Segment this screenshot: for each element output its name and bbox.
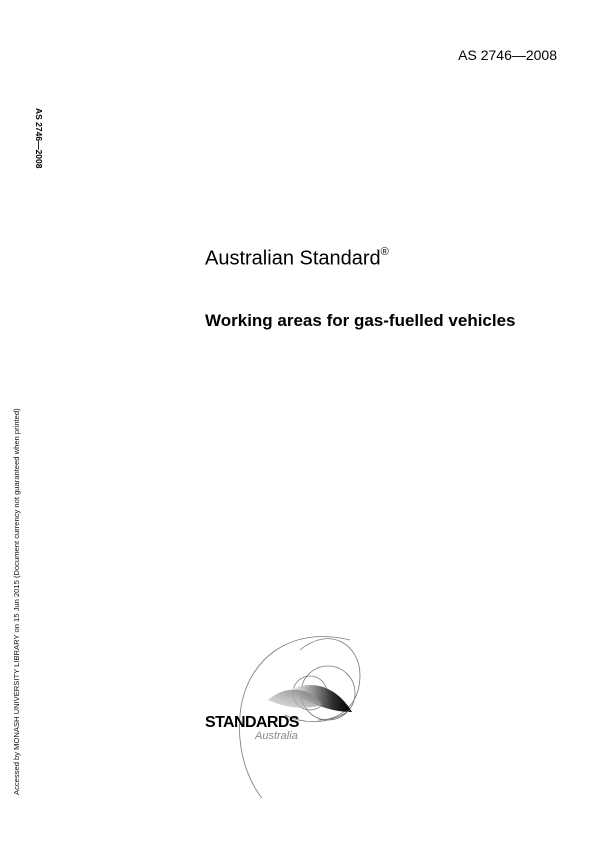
access-notice: Accessed by MONASH UNIVERSITY LIBRARY on 15 Jun 2015 (Document currency not guaranteed when printed): [12, 408, 21, 795]
document-title: Working areas for gas-fuelled vehicles: [205, 311, 516, 330]
registered-mark: ®: [380, 246, 389, 258]
document-number: AS 2746—2008: [458, 47, 557, 63]
logo-wordmark-secondary: Australia: [255, 730, 298, 742]
spine-number: AS 2746—2008: [34, 108, 44, 169]
standard-type-label: Australian Standard: [205, 247, 381, 270]
logo-wordmark-primary: STANDARDS: [205, 714, 299, 731]
